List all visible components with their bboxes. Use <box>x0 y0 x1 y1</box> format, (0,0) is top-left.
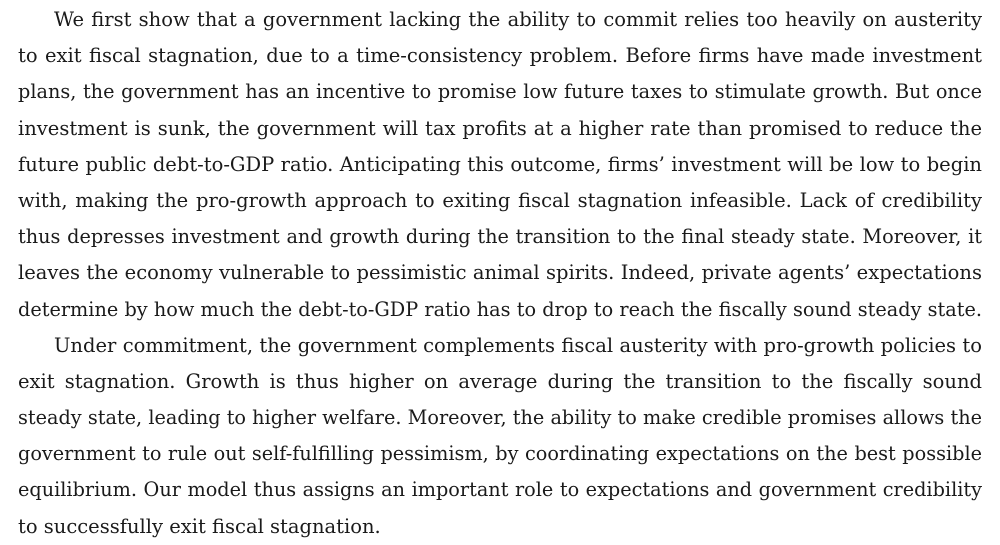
paragraph-2 <box>18 328 982 545</box>
text-line: government to rule out self-fulfilling pessimism, by coordinating expectations on the best possible <box>18 442 982 466</box>
text-line: leaves the economy vulnerable to pessimistic animal spirits. Indeed, private agents’ expectations <box>18 261 982 285</box>
text-line: future public debt-to-GDP ratio. Anticipating this outcome, firms’ investment will be low to begin <box>18 152 982 176</box>
text-line: to successfully exit fiscal stagnation. <box>18 514 381 538</box>
text-line: with, making the pro-growth approach to exiting fiscal stagnation infeasible. Lack of credibility <box>18 188 982 212</box>
text-line: to exit fiscal stagnation, due to a time-consistency problem. Before firms have made investment <box>18 44 982 68</box>
text-line: steady state, leading to higher welfare. Moreover, the ability to make credible promises allows the <box>18 406 982 430</box>
text-line: Under commitment, the government complements fiscal austerity with pro-growth policies to <box>54 333 982 357</box>
paragraph-1 <box>18 2 982 328</box>
text-line: We first show that a government lacking the ability to commit relies too heavily on austerity <box>54 8 982 31</box>
text-line: plans, the government has an incentive to promise low future taxes to stimulate growth. But once <box>18 80 982 104</box>
text-line: exit stagnation. Growth is thus higher on average during the transition to the fiscally sound <box>18 369 982 393</box>
text-line: equilibrium. Our model thus assigns an important role to expectations and government credibility <box>18 478 982 502</box>
text-line: thus depresses investment and growth during the transition to the final steady state. Moreover, it <box>18 225 982 249</box>
text-line: investment is sunk, the government will tax profits at a higher rate than promised to reduce the <box>18 116 982 140</box>
text-line: determine by how much the debt-to-GDP ratio has to drop to reach the fiscally sound steady state. <box>18 297 982 321</box>
document-body <box>18 2 982 545</box>
